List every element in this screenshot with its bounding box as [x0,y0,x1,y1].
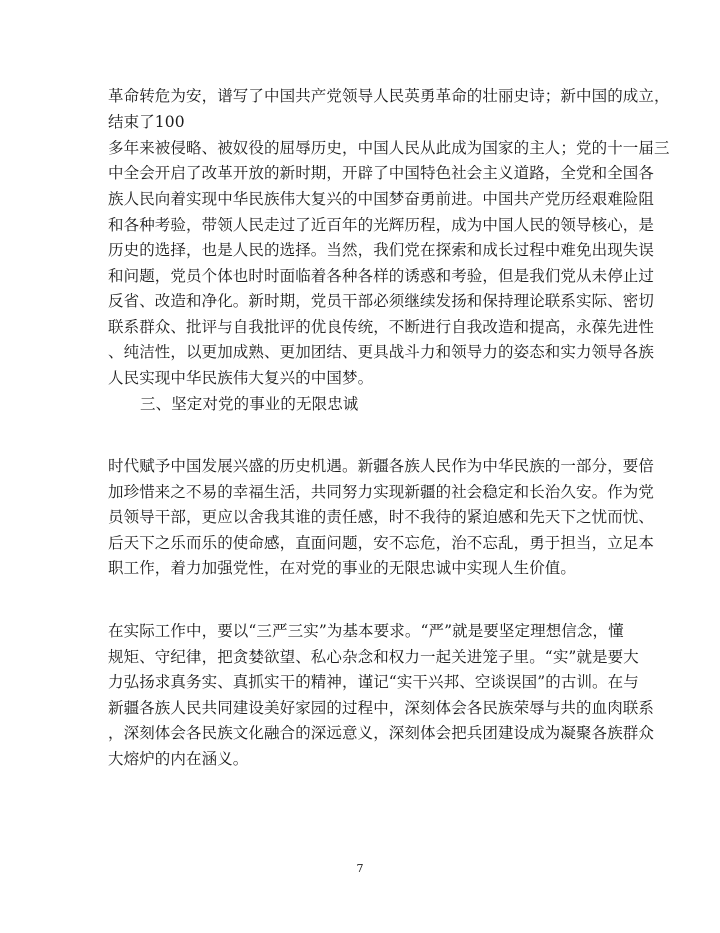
text-line: 中全会开启了改革开放的新时期，开辟了中国特色社会主义道路，全党和全国各 [108,164,655,182]
text-line: 和各种考验，带领人民走过了近百年的光辉历程，成为中国人民的领导核心，是 [108,216,655,234]
section-heading: 三、坚定对党的事业的无限忠诚 [140,395,359,413]
text-line: 反省、改造和净化。新时期，党员干部必须继续发扬和保持理论联系实际、密切 [108,292,655,310]
text-line: 时代赋予中国发展兴盛的历史机遇。新疆各族人民作为中华民族的一部分，要倍 [108,457,655,475]
text-line: 在实际工作中，要以“三严三实”为基本要求。“严”就是要坚定理想信念，懂 [108,622,624,640]
text-line: 历史的选择，也是人民的选择。当然，我们党在探索和成长过程中难免出现失误 [108,241,655,259]
text-line: 、纯洁性，以更加成熟、更加团结、更具战斗力和领导力的姿态和实力领导各族 [108,343,655,361]
text-line: ，深刻体会各民族文化融合的深远意义，深刻体会把兵团建设成为凝聚各族群众 [108,724,655,742]
text-line: 加珍惜来之不易的幸福生活，共同努力实现新疆的社会稳定和长治久安。作为党 [108,483,655,501]
page-number: 7 [356,862,364,875]
text-line: 和问题，党员个体也时时面临着各种各样的诱惑和考验，但是我们党从未停止过 [108,267,655,285]
text-line: 后天下之乐而乐的使命感，直面问题，安不忘危，治不忘乱，勇于担当，立足本 [108,534,655,552]
text-line: 新疆各族人民共同建设美好家园的过程中，深刻体会各民族荣辱与共的血肉联系 [108,699,655,717]
text-line: 联系群众、批评与自我批评的优良传统，不断进行自我改造和提高，永葆先进性 [108,318,655,336]
text-line: 多年来被侵略、被奴役的屈辱历史，中国人民从此成为国家的主人；党的十一届三 [108,139,670,157]
text-line: 大熔炉的内在涵义。 [108,750,249,768]
text-line: 结束了100 [108,113,185,131]
text-line: 革命转危为安，谱写了中国共产党领导人民英勇革命的壮丽史诗；新中国的成立， [108,87,670,105]
text-line: 规矩、守纪律，把贪婪欲望、私心杂念和权力一起关进笼子里。“实”就是要大 [108,648,639,666]
text-line: 员领导干部，更应以舍我其谁的责任感，时不我待的紧迫感和先天下之忧而忧、 [108,508,655,526]
text-line: 人民实现中华民族伟大复兴的中国梦。 [108,369,374,387]
text-line: 力弘扬求真务实、真抓实干的精神，谨记“实干兴邦、空谈误国”的古训。在与 [108,673,639,691]
text-line: 族人民向着实现中华民族伟大复兴的中国梦奋勇前进。中国共产党历经艰难险阻 [108,190,655,208]
text-line: 职工作，着力加强党性，在对党的事业的无限忠诚中实现人生价值。 [108,559,577,577]
